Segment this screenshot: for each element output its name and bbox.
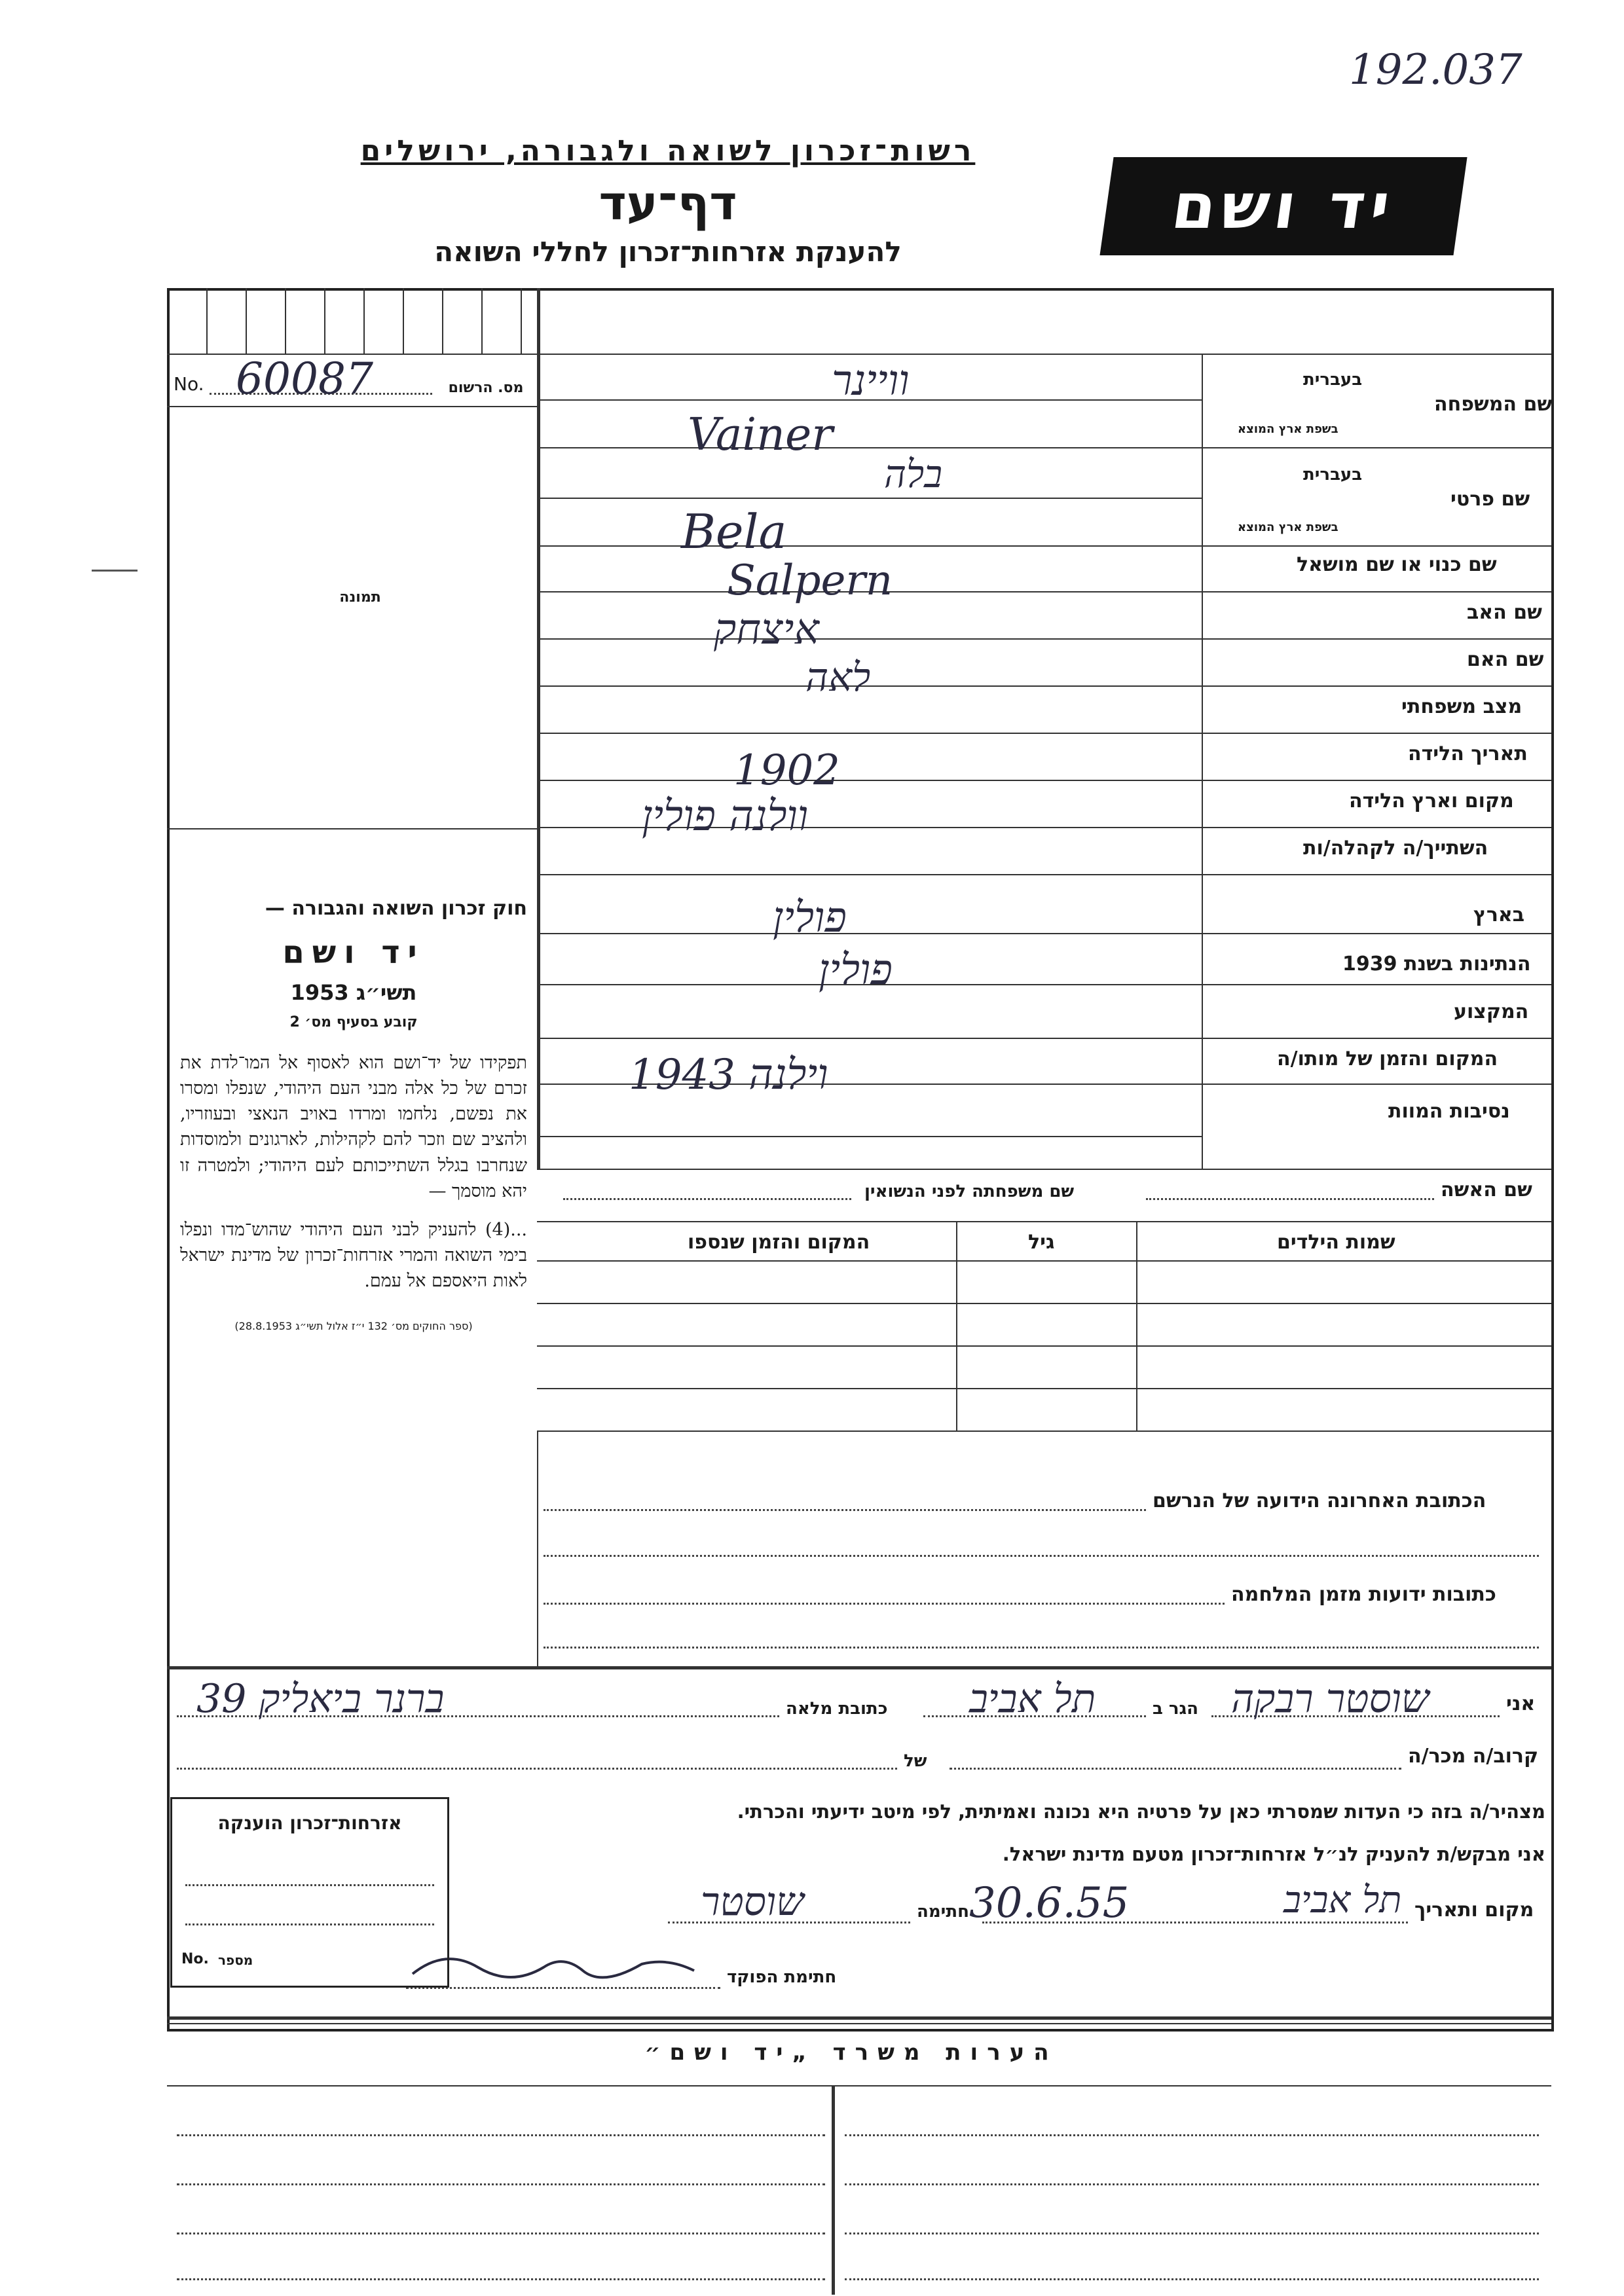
value-date: 30.6.55 [969, 1879, 1130, 1927]
registration-no-label: No. [174, 373, 204, 395]
label-signature: חתימה [917, 1902, 969, 1922]
label-family-hebrew: בעברית [1303, 370, 1363, 390]
registration-no-value: 60087 [236, 354, 373, 404]
label-death-circumstances: נסיבות המוות [1388, 1100, 1510, 1123]
corner-number: 192.037 [1349, 46, 1522, 94]
label-father: שם האב [1467, 601, 1542, 624]
value-signature: שוסטר [701, 1879, 804, 1925]
yad-vashem-logo [1099, 157, 1467, 255]
citizenship-box-number: מספר [218, 1952, 253, 1968]
law-year: תשי״ג 1953 [290, 980, 417, 1005]
label-first-hebrew: בעברית [1303, 465, 1363, 484]
value-address: ברנר ביאליק 39 [196, 1676, 445, 1722]
value-family-he: וויינר [832, 357, 910, 405]
label-officer-signature: חתימת הפוקד [727, 1967, 837, 1987]
law-text-1: תפקידו של יד־ושם הוא לאסוף אל המו־לדת את זכרם של כל אלה מבני העם היהודי, שנפלו ומסרו את נפשם, נלחמו ומרדו באויב הנאצי ובעוזריו, ולהציב שם וזכר להם לקהילות, לארגונים ולמוסדות שנחרבו בגלל השתייכותם לעם היהודי; ולמטרה זו יהא מוסמך — [180, 1053, 527, 1201]
children-col-names: שמות הילדים [1277, 1231, 1395, 1254]
label-first-name: שם פרטי [1450, 488, 1530, 511]
label-spouse: שם האשה [1441, 1178, 1532, 1201]
label-first-origin: בשפת ארץ המוצא [1238, 520, 1338, 534]
value-birth-date: 1902 [733, 746, 840, 795]
law-clause: קובע בסעיף מס׳ 2 [289, 1014, 418, 1030]
label-relative: קרוב/ה מכר/ה [1408, 1745, 1539, 1768]
value-death-place-time: וילנה 1943 [629, 1051, 828, 1099]
citizenship-box-title: אזרחות־זכרון הוענקה [217, 1812, 402, 1834]
officer-signature-scribble [406, 1941, 707, 1994]
label-place-date: מקום ותאריך [1414, 1899, 1534, 1922]
margin-mark [92, 570, 138, 572]
value-country: פולין [773, 894, 847, 942]
value-place: תל אביב [1283, 1879, 1402, 1922]
law-name: יד ושם [282, 934, 425, 971]
label-birth-place: מקום וארץ הלידה [1349, 790, 1514, 812]
label-spouse-maiden: שם משפחתה לפני הנשואין [864, 1182, 1075, 1201]
logo-text: יד ושם [1167, 170, 1400, 243]
label-last-address: הכתובת האחרונה הידועה של הנרשם [1153, 1489, 1486, 1512]
label-birth-date: תאריך הלידה [1408, 742, 1528, 765]
label-full-address: כתובת מלאה [786, 1699, 888, 1719]
children-col-age: גיל [1028, 1231, 1055, 1254]
registration-label: מס. הרשום [448, 380, 524, 396]
value-first-latin: Bela [681, 504, 787, 559]
value-birth-place: וולנה פולין [642, 792, 809, 841]
citizenship-granted-box [170, 1797, 449, 1988]
label-family-origin: בשפת ארץ המוצא [1238, 422, 1338, 436]
declaration-statement-2: אני מבקש/ת להעניק לנ״ל אזרחות־זכרון מטעם מדינת ישראל. [1002, 1843, 1545, 1865]
value-mother: לאה [805, 655, 871, 701]
label-death-place-time: המקום והזמן של מותו/ה [1277, 1048, 1498, 1070]
label-community: השתייך/ה לקהלה/ות [1303, 837, 1488, 860]
label-wartime-addresses: כתובות ידועות מזמן המלחמה [1231, 1583, 1496, 1606]
value-declarant-name: שוסטר רבקה [1231, 1676, 1430, 1722]
label-marital: מצב משפחתי [1401, 695, 1522, 718]
value-city: תל אביב [969, 1676, 1096, 1722]
label-of: של [904, 1751, 927, 1771]
value-first-he: בלה [884, 452, 943, 496]
label-country: בארץ [1473, 903, 1525, 926]
value-family-latin: Vainer [688, 409, 833, 461]
label-declarant-prefix: אני [1506, 1692, 1536, 1715]
label-citizenship: הנתינות בשנת 1939 [1342, 953, 1531, 975]
header-title: דף־עד [599, 175, 737, 230]
law-block [180, 897, 527, 1332]
header-subtitle: להענקת אזרחות־זכרון לחללי השואה [434, 236, 902, 268]
label-mother: שם האם [1467, 648, 1544, 671]
value-father: איצחק [714, 606, 819, 654]
label-family-name: שם המשפחה [1434, 393, 1553, 416]
photo-label: תמונה [339, 589, 381, 606]
label-nickname: שם כנוי או שם מושאל [1297, 553, 1497, 576]
label-profession: המקצוע [1454, 1000, 1529, 1023]
citizenship-box-no: No. [181, 1951, 209, 1967]
law-text-2: ...(4) להעניק לבני העם היהודי שהוש־מדו ונפלו בימי השואה והמרי אזרחות־זכרון של מדינת ישראל לאות היאספם אל עמם. [180, 1219, 527, 1292]
value-nickname: Salpern [727, 556, 893, 605]
office-notes-title: הערות משרד „יד ושם״ [644, 2039, 1058, 2066]
label-lives-in: הגר ב [1153, 1699, 1199, 1719]
declaration-statement-1: מצהיר/ה בזה כי העדות שמסרתי כאן על פרטיה היא נכונה ואמיתית, לפי מיטב ידיעתי והכרתי. [737, 1800, 1545, 1823]
children-col-place: המקום והזמן שנספו [688, 1231, 870, 1254]
header-authority: רשות־זכרון לשואה ולגבורה, ירושלים [360, 134, 976, 168]
value-citizenship: פולין [819, 946, 893, 994]
law-source: (ספר החוקים מס׳ 132 י״ז אלול תשי״ג 28.8.1953) [234, 1320, 473, 1333]
law-heading: חוק זכרון השואה והגבורה — [265, 897, 527, 920]
